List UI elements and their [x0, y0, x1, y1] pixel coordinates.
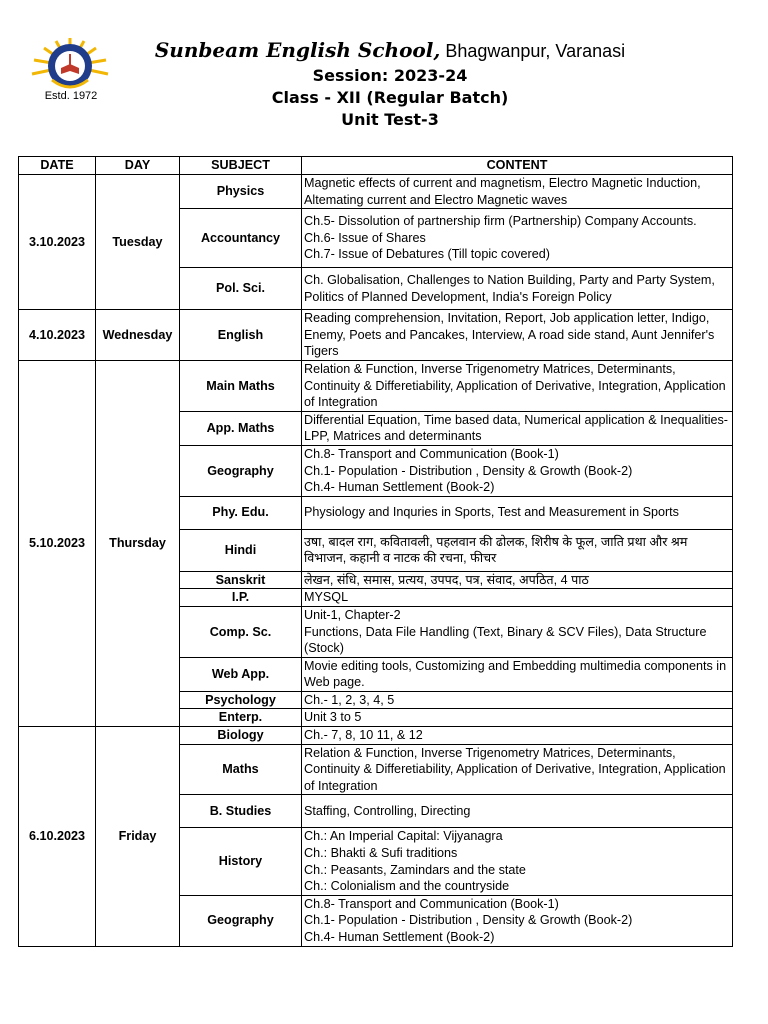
content-cell: Differential Equation, Time based data, Numerical application & Inequalities-LPP, Matrices and determinants: [302, 411, 733, 445]
table-body: [19, 175, 733, 947]
day-cell: Thursday: [96, 360, 180, 726]
school-location: Bhagwanpur, Varanasi: [445, 41, 626, 61]
subject-cell: Web App.: [180, 657, 302, 691]
subject-cell: Biology: [180, 727, 302, 745]
subject-cell: English: [180, 310, 302, 361]
subject-cell: Geography: [180, 895, 302, 946]
schedule-table: [18, 156, 733, 947]
column-header-subject: SUBJECT: [180, 157, 302, 175]
day-cell: Wednesday: [96, 310, 180, 361]
school-title: [110, 38, 670, 62]
content-cell: Ch.8- Transport and Communication (Book-1) Ch.1- Population - Distribution , Density & Growth (Book-2) Ch.4- Human Settlement (Book-2): [302, 445, 733, 496]
content-cell: MYSQL: [302, 589, 733, 607]
subject-cell: B. Studies: [180, 795, 302, 828]
table-row: [19, 175, 733, 209]
content-cell: Ch.8- Transport and Communication (Book-1) Ch.1- Population - Distribution , Density & Growth (Book-2) Ch.4- Human Settlement (Book-2): [302, 895, 733, 946]
content-cell: Unit-1, Chapter-2 Functions, Data File Handling (Text, Binary & SCV Files), Data Structure (Stock): [302, 606, 733, 657]
content-cell: लेखन, संधि, समास, प्रत्यय, उपपद, पत्र, संवाद, अपठित, 4 पाठ: [302, 571, 733, 589]
content-cell: Relation & Function, Inverse Trigenometry Matrices, Determinants, Continuity & Differetiability, Application of Derivative, Integration, Application of Integration: [302, 360, 733, 411]
column-header-content: CONTENT: [302, 157, 733, 175]
date-cell: 4.10.2023: [19, 310, 96, 361]
subject-cell: Psychology: [180, 691, 302, 709]
established-year: Estd. 1972: [44, 90, 98, 102]
column-header-date: DATE: [19, 157, 96, 175]
content-cell: Staffing, Controlling, Directing: [302, 795, 733, 828]
date-cell: 3.10.2023: [19, 175, 96, 310]
content-cell: Ch.- 7, 8, 10 11, & 12: [302, 727, 733, 745]
content-cell: Reading comprehension, Invitation, Report, Job application letter, Indigo, Enemy, Poets and Pancakes, Interview, A road side stand, Aunt Jennifer's Tigers: [302, 310, 733, 361]
subject-cell: Maths: [180, 744, 302, 795]
content-cell: Physiology and Inquries in Sports, Test and Measurement in Sports: [302, 496, 733, 529]
content-cell: उषा, बादल राग, कवितावली, पहलवान की ढोलक, शिरीष के फूल, जाति प्रथा और श्रम विभाजन, कहानी व नाटक की रचना, फीचर: [302, 529, 733, 571]
subject-cell: Geography: [180, 445, 302, 496]
subject-cell: Comp. Sc.: [180, 606, 302, 657]
day-cell: Tuesday: [96, 175, 180, 310]
test-title: Unit Test-3: [341, 110, 439, 129]
class-title: Class - XII (Regular Batch): [271, 88, 509, 107]
subject-cell: History: [180, 828, 302, 895]
content-cell: Relation & Function, Inverse Trigenometry Matrices, Determinants, Continuity & Differetiability, Application of Derivative, Integration, Application of Integration: [302, 744, 733, 795]
subject-cell: App. Maths: [180, 411, 302, 445]
subject-cell: I.P.: [180, 589, 302, 607]
subject-cell: Physics: [180, 175, 302, 209]
content-cell: Ch.5- Dissolution of partnership firm (Partnership) Company Accounts. Ch.6- Issue of Shares Ch.7- Issue of Debatures (Till topic covered): [302, 209, 733, 268]
content-cell: Ch.- 1, 2, 3, 4, 5: [302, 691, 733, 709]
table-row: [19, 727, 733, 745]
school-name: Sunbeam English School,: [154, 38, 441, 62]
content-cell: Unit 3 to 5: [302, 709, 733, 727]
subject-cell: Enterp.: [180, 709, 302, 727]
subject-cell: Hindi: [180, 529, 302, 571]
subject-cell: Main Maths: [180, 360, 302, 411]
content-cell: Ch.: An Imperial Capital: Vijyanagra Ch.: Bhakti & Sufi traditions Ch.: Peasants, Zamindars and the state Ch.: Colonialism and the countryside: [302, 828, 733, 895]
column-header-day: DAY: [96, 157, 180, 175]
table-header-row: [19, 157, 733, 175]
subject-cell: Phy. Edu.: [180, 496, 302, 529]
content-cell: Ch. Globalisation, Challenges to Nation Building, Party and Party System, Politics of Planned Development, India's Foreign Policy: [302, 268, 733, 310]
day-cell: Friday: [96, 727, 180, 947]
subject-cell: Sanskrit: [180, 571, 302, 589]
content-cell: Magnetic effects of current and magnetism, Electro Magnetic Induction, Altemating current and Electro Magnetic waves: [302, 175, 733, 209]
table-row: [19, 360, 733, 411]
date-cell: 5.10.2023: [19, 360, 96, 726]
subject-cell: Accountancy: [180, 209, 302, 268]
date-cell: 6.10.2023: [19, 727, 96, 947]
content-cell: Movie editing tools, Customizing and Embedding multimedia components in Web page.: [302, 657, 733, 691]
session-title: Session: 2023-24: [312, 66, 468, 85]
table-row: [19, 310, 733, 361]
subject-cell: Pol. Sci.: [180, 268, 302, 310]
